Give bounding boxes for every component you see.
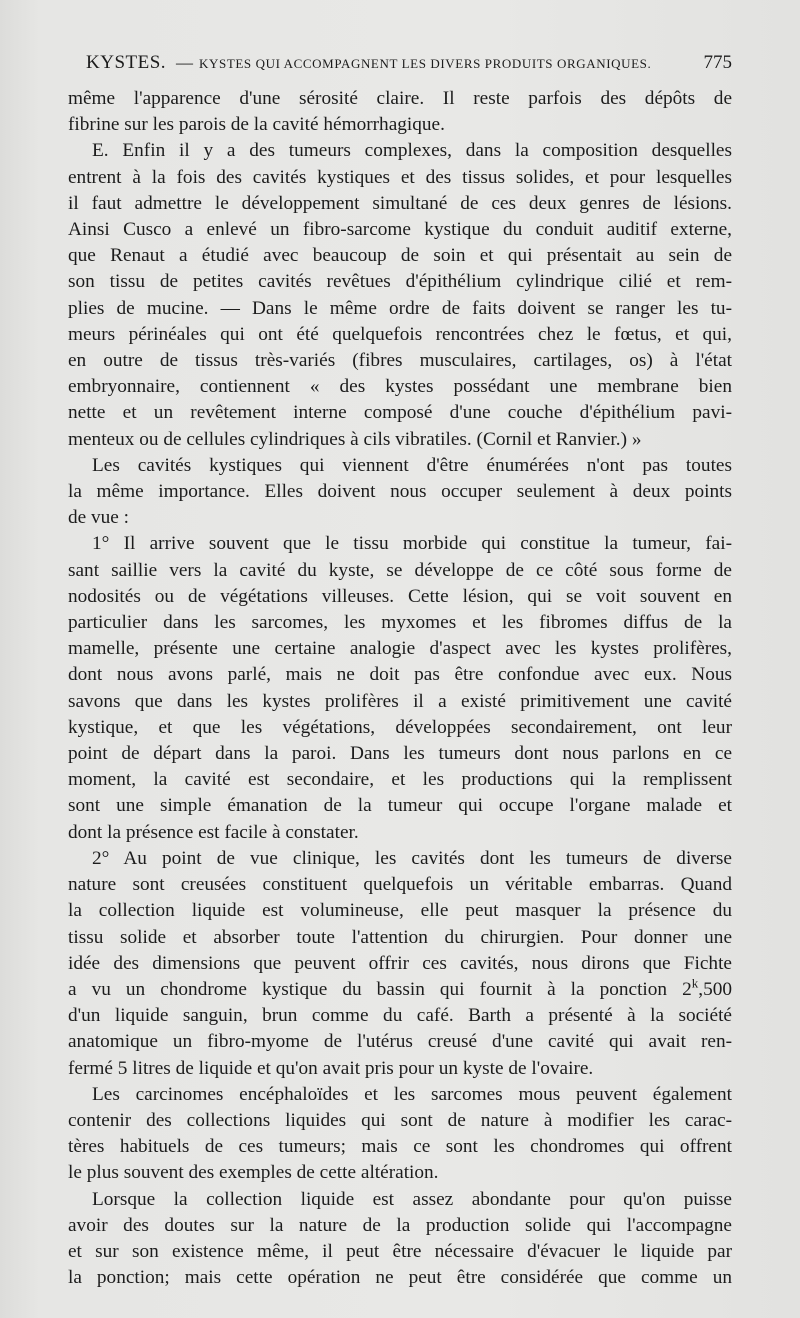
section-title: KYSTES.	[86, 52, 167, 73]
text-line: moment, la cavité est secondaire, et les productions qui la remplissent	[68, 769, 732, 791]
text-line: Ainsi Cusco a enlevé un fibro-sarcome kystique du conduit auditif externe,	[68, 219, 732, 241]
text-line: d'un liquide sanguin, brun comme du café. Barth a présenté à la société	[68, 1005, 732, 1027]
header-dash: —	[176, 53, 194, 72]
text-line: entrent à la fois des cavités kystiques et des tissus solides, et pour lesquelles	[68, 166, 732, 188]
text-line: en outre de tissus très-variés (fibres musculaires, cartilages, os) à l'état	[68, 350, 732, 372]
text-line: sant saillie vers la cavité du kyste, se développe de ce côté sous forme de	[68, 559, 732, 581]
page-number: 775	[703, 52, 732, 73]
text-line: particulier dans les sarcomes, les myxomes et les fibromes diffus de la	[68, 612, 732, 634]
text-line: la même importance. Elles doivent nous occuper seulement à deux points	[68, 481, 732, 503]
text-run: a vu un chondrome kystique du bassin qui fournit à la ponction 2	[68, 978, 692, 1000]
text-line: nodosités ou de végétations villeuses. Cette lésion, qui se voit souvent en	[68, 585, 732, 607]
text-line: tissu solide et absorber toute l'attention du chirurgien. Pour donner une	[68, 926, 732, 948]
text-line: son tissu de petites cavités revêtues d'épithélium cylindrique cilié et rem-	[68, 271, 732, 293]
text-line: 1° Il arrive souvent que le tissu morbide qui constitue la tumeur, fai-	[92, 533, 732, 555]
text-line: la ponction; mais cette opération ne peut être considérée que comme un	[68, 1267, 732, 1289]
page-body	[68, 86, 732, 1291]
text-line: 2° Au point de vue clinique, les cavités dont les tumeurs de diverse	[92, 847, 732, 869]
text-line: fibrine sur les parois de la cavité hémorrhagique.	[68, 114, 445, 136]
text-line: E. Enfin il y a des tumeurs complexes, dans la composition desquelles	[92, 140, 732, 162]
text-line: menteux ou de cellules cylindriques à cils vibratiles. (Cornil et Ranvier.) »	[68, 428, 642, 450]
text-line: Les carcinomes encéphaloïdes et les sarcomes mous peuvent également	[92, 1083, 732, 1105]
text-line: dont la présence est facile à constater.	[68, 821, 359, 843]
text-line: idée des dimensions que peuvent offrir ces cavités, nous dirons que Fichte	[68, 952, 732, 974]
running-title: KYSTES QUI ACCOMPAGNENT LES DIVERS PRODUITS ORGANIQUES.	[199, 56, 652, 71]
text-line: nette et un revêtement interne composé d'une couche d'épithélium pavi-	[68, 402, 732, 424]
text-line: kystique, et que les végétations, développées secondairement, ont leur	[68, 716, 732, 738]
text-line: tères habituels de ces tumeurs; mais ce sont les chondromes qui offrent	[68, 1136, 732, 1158]
text-line: meurs périnéales qui ont été quelquefois rencontrées chez le fœtus, et qui,	[68, 323, 732, 345]
text-line: nature sont creusées constituent quelquefois un véritable embarras. Quand	[68, 874, 732, 896]
text-line: même l'apparence d'une sérosité claire. Il reste parfois des dépôts de	[68, 88, 732, 109]
text-line: Les cavités kystiques qui viennent d'être énumérées n'ont pas toutes	[92, 454, 732, 476]
text-line	[68, 977, 732, 1003]
text-line: de vue :	[68, 507, 130, 529]
text-line: point de départ dans la paroi. Dans les tumeurs dont nous parlons en ce	[68, 743, 732, 765]
text-line: il faut admettre le développement simultané de ces deux genres de lésions.	[68, 192, 732, 214]
text-line: avoir des doutes sur la nature de la production solide qui l'accompagne	[68, 1214, 732, 1236]
text-line: mamelle, présente une certaine analogie d'aspect avec les kystes prolifères,	[68, 638, 732, 660]
superscript-k: k	[691, 975, 699, 991]
text-line: anatomique un fibro-myome de l'utérus creusé d'une cavité qui avait ren-	[68, 1031, 732, 1053]
running-header	[86, 52, 732, 80]
text-line: savons que dans les kystes prolifères il a existé primitivement une cavité	[68, 690, 732, 712]
text-run: ,500	[698, 978, 732, 1000]
text-line: sont une simple émanation de la tumeur qui occupe l'organe malade et	[68, 795, 732, 817]
text-line: plies de mucine. — Dans le même ordre de faits doivent se ranger les tu-	[68, 297, 732, 319]
text-line: que Renaut a étudié avec beaucoup de soin et qui présentait au sein de	[68, 245, 732, 267]
text-line: Lorsque la collection liquide est assez abondante pour qu'on puisse	[92, 1188, 732, 1210]
text-line: et sur son existence même, il peut être nécessaire d'évacuer le liquide par	[68, 1240, 732, 1262]
text-line: contenir des collections liquides qui sont de nature à modifier les carac-	[68, 1109, 732, 1131]
text-line: fermé 5 litres de liquide et qu'on avait pris pour un kyste de l'ovaire.	[68, 1057, 594, 1079]
text-line: embryonnaire, contiennent « des kystes possédant une membrane bien	[68, 376, 732, 398]
text-line: dont nous avons parlé, mais ne doit pas être confondue avec eux. Nous	[68, 664, 732, 686]
text-line: le plus souvent des exemples de cette altération.	[68, 1162, 439, 1184]
text-line: la collection liquide est volumineuse, elle peut masquer la présence du	[68, 900, 732, 922]
